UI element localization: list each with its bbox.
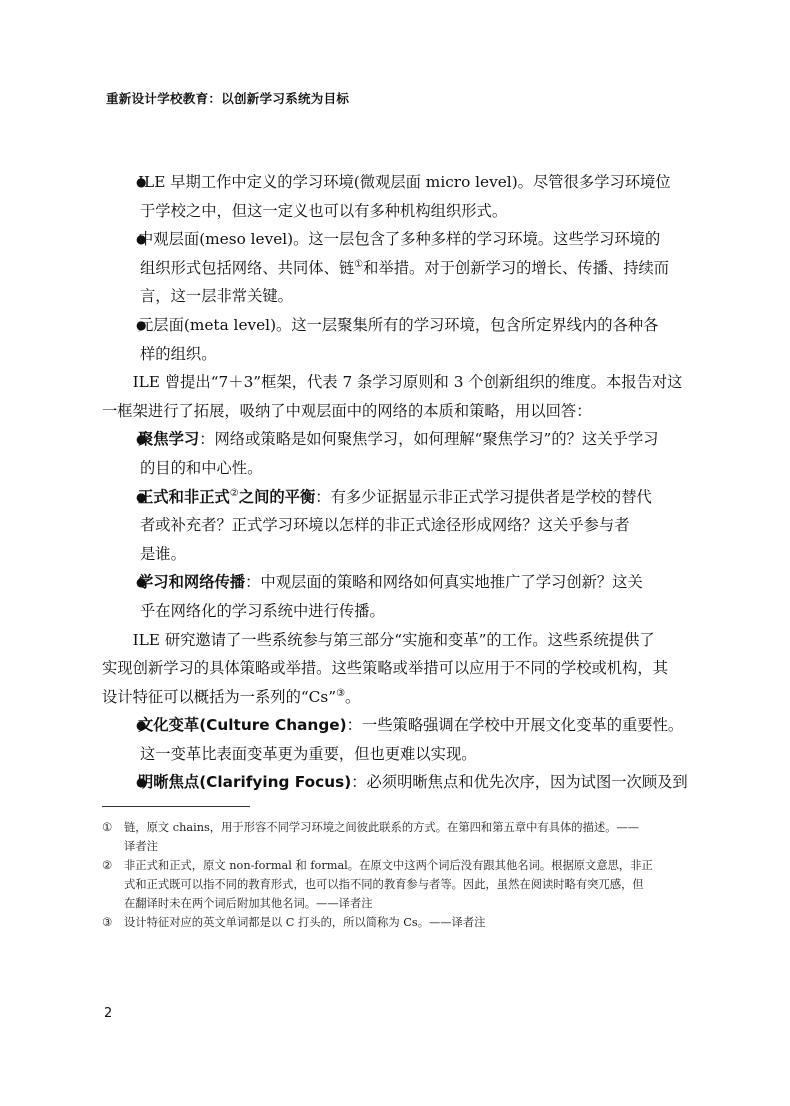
- paragraph-implementation: [102, 626, 690, 712]
- footnote-2: [102, 856, 690, 913]
- text-line: 一框架进行了拓展，吸纳了中观层面中的网络的本质和策略，用以回答：: [102, 401, 592, 420]
- footnote-mark: ②: [102, 859, 113, 872]
- text-line: ● 明晰焦点(Clarifying Focus)：必须明晰焦点和优先次序，因为试图一次顾及到: [138, 773, 688, 792]
- text-line: ● 元层面(meta level)。这一层聚集所有的学习环境，包含所定界线内的各种各: [138, 315, 659, 334]
- list-item-clarifying-focus: [102, 768, 690, 797]
- text-line: 组织形式包括网络、共同体、链①和举措。对于创新学习的增长、传播、持续而: [140, 258, 670, 277]
- list-item-culture-change: [102, 711, 690, 768]
- text-line: 在翻译时未在两个词后附加其他名词。——译者注: [124, 897, 373, 910]
- text-line: ILE 曾提出“7＋3”框架，代表 7 条学习原则和 3 个创新组织的维度。本报告对这: [132, 373, 683, 392]
- text-line: 实现创新学习的具体策略或举措。这些策略或举措可以应用于不同的学校或机构，其: [102, 659, 668, 678]
- text-line: 设计特征可以概括为一系列的“Cs”③。: [102, 687, 361, 706]
- footnote-3: [102, 913, 690, 932]
- list-item-meta-level: [102, 311, 690, 368]
- footnote-ref-1[interactable]: ①: [354, 258, 364, 270]
- footnote-1: [102, 818, 690, 856]
- list-item-focus-learning: [102, 425, 690, 482]
- text-line: ● 聚焦学习：网络或策略是如何聚焦学习，如何理解“聚焦学习”的？这关乎学习: [138, 430, 659, 449]
- text-line: 设计特征对应的英文单词都是以 C 打头的，所以简称为 Cs。——译者注: [124, 916, 486, 929]
- footnote-mark: ③: [102, 916, 113, 929]
- text-line: 者或补充者？正式学习环境以怎样的非正式途径形成网络？这关乎参与者: [140, 516, 630, 535]
- text-line: ● 中观层面(meso level)。这一层包含了多种多样的学习环境。这些学习环境的: [138, 230, 661, 249]
- text-line: ILE 研究邀请了一些系统参与第三部分“实施和变革”的工作。这些系统提供了: [132, 630, 655, 649]
- list-item-network-dissemination: [102, 568, 690, 625]
- paragraph-framework: [102, 368, 690, 425]
- text-line: ● 文化变革(Culture Change)：一些策略强调在学校中开展文化变革的重要性。: [138, 716, 684, 735]
- page-number: 2: [104, 1006, 113, 1021]
- text-line: 于学校之中，但这一定义也可以有多种机构组织形式。: [140, 201, 508, 220]
- list-item-micro-level: [102, 168, 690, 225]
- text-line: 样的组织。: [140, 344, 217, 363]
- text-line: ● ILE 早期工作中定义的学习环境(微观层面 micro level)。尽管很多学习环境位: [138, 173, 671, 191]
- text-line: 言，这一层非常关键。: [140, 287, 293, 306]
- footnote-divider: [102, 806, 250, 807]
- list-item-formal-balance: [102, 483, 690, 569]
- text-line: 的目的和中心性。: [140, 458, 263, 477]
- text-line: 是谁。: [140, 544, 186, 563]
- list-item-meso-level: [102, 225, 690, 311]
- body-text: [102, 168, 690, 797]
- text-line: ● 学习和网络传播：中观层面的策略和网络如何真实地推广了学习创新？这关: [138, 573, 643, 592]
- text-line: 译者注: [124, 840, 158, 853]
- text-line: 乎在网络化的学习系统中进行传播。: [140, 601, 385, 620]
- footnote-mark: ①: [102, 821, 113, 834]
- text-line: 这一变革比表面变革更为重要，但也更难以实现。: [140, 744, 477, 763]
- text-line: 式和正式既可以指不同的教育形式，也可以指不同的教育参与者等。因此，虽然在阅读时略有突兀感，但: [124, 878, 644, 891]
- text-line: 非正式和正式，原文 non-formal 和 formal。在原文中这两个词后没有跟其他名词。根据原文意思，非正: [124, 859, 653, 872]
- footnote-ref-2[interactable]: ②: [229, 487, 239, 499]
- footnotes: [102, 818, 690, 932]
- running-header: 重新设计学校教育：以创新学习系统为目标: [106, 91, 350, 106]
- text-line: ● 正式和非正式②之间的平衡：有多少证据显示非正式学习提供者是学校的替代: [138, 487, 652, 506]
- text-line: 链，原文 chains，用于形容不同学习环境之间彼此联系的方式。在第四和第五章中有具体的描述。——: [124, 821, 640, 834]
- footnote-ref-3[interactable]: ③: [336, 687, 346, 699]
